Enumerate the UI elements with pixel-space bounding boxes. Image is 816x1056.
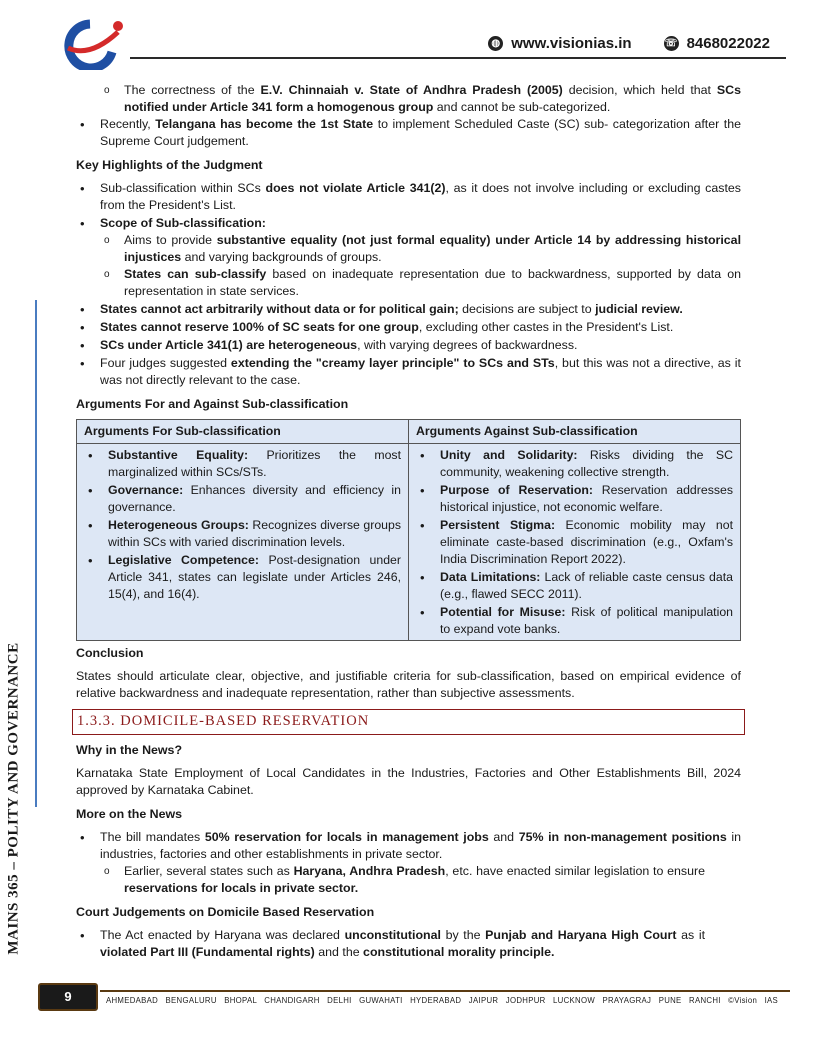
scope-sublist: [100, 232, 741, 300]
list-item: • The Act enacted by Haryana was declared unconstitutional by the Punjab and Haryana High Court as it violated Part III (Fundamental rights) and the constitutional morality principle.: [76, 927, 741, 961]
arguments-table: [76, 419, 741, 641]
sidebar: [5, 300, 38, 955]
list-item: • The bill mandates 50% reservation for locals in management jobs and 75% in non-management positions in industries, factories and other establishments in private sector. o Earlier, several states such as Haryana, Andhra Pradesh, etc. have enacted similar legislation to ensure reservations for locals in private sector.: [76, 829, 741, 897]
why-text: Karnataka State Employment of Local Candidates in the Industries, Factories and Other Establishments Bill, 2024 approved by Karnataka Cabinet.: [76, 766, 741, 797]
globe-icon: ◍: [488, 36, 503, 51]
phone-icon: ☏: [664, 38, 678, 49]
main-content: [76, 82, 741, 962]
sidebar-title: MAINS 365 – POLITY AND GOVERNANCE: [5, 642, 22, 955]
list-item: • SCs under Article 341(1) are heterogeneous, with varying degrees of backwardness.: [76, 337, 741, 354]
footer-cities: AHMEDABAD BENGALURU BHOPAL CHANDIGARH DELHI GUWAHATI HYDERABAD JAIPUR JODHPUR LUCKNOW PRAYAGRAJ PUNE RANCHI ©Vision IAS: [106, 996, 779, 1005]
sidebar-rule: [35, 300, 37, 807]
list-item: o States can sub-classify based on inadequate representation due to backwardness, supported by data on representation in state services.: [100, 266, 741, 300]
phone-number: 8468022022: [686, 35, 770, 52]
court-heading: Court Judgements on Domicile Based Reservation: [76, 905, 375, 919]
list-item: • Unity and Solidarity: Risks dividing the SC community, weakening collective strength.: [416, 447, 733, 481]
list-item: • Four judges suggested extending the "creamy layer principle" to SCs and STs, but this was not a directive, as it was not directly relevant to the case.: [76, 355, 741, 389]
more-heading: More on the News: [76, 807, 183, 821]
list-item: • Legislative Competence: Post-designation under Article 341, states can legislate under Articles 246, 15(4), and 16(4).: [84, 552, 401, 603]
contact-info: [488, 35, 770, 52]
list-item: o Aims to provide substantive equality (not just formal equality) under Article 14 by addressing historical injustices and varying backgrounds of groups.: [100, 232, 741, 266]
website-link[interactable]: www.visionias.in: [511, 35, 632, 52]
list-item: o Earlier, several states such as Haryana, Andhra Pradesh, etc. have enacted similar legislation to ensure reservations for locals in private sector.: [100, 863, 741, 897]
table-cell-against: [409, 444, 741, 641]
table-cell-for: [77, 444, 409, 641]
conclusion-heading: Conclusion: [76, 646, 144, 660]
list-item: • States cannot act arbitrarily without data or for political gain; decisions are subject to judicial review.: [76, 301, 741, 318]
list-item: • Data Limitations: Lack of reliable caste census data (e.g., flawed SECC 2011).: [416, 569, 733, 603]
page-footer: [38, 983, 798, 1011]
list-item: • Recently, Telangana has become the 1st State to implement Scheduled Caste (SC) sub- categorization after the Supreme Court judgement.: [76, 116, 741, 150]
section-title: 1.3.3. DOMICILE-BASED RESERVATION: [77, 713, 370, 729]
section-title-bar: [72, 709, 745, 735]
table-header-for: Arguments For Sub-classification: [77, 420, 409, 444]
footer-rule: [100, 990, 790, 992]
list-item: • Heterogeneous Groups: Recognizes diverse groups within SCs with varied discrimination levels.: [84, 517, 401, 551]
vision-ias-logo-icon: [60, 18, 126, 70]
list-item: • Sub-classification within SCs does not violate Article 341(2), as it does not involve including or excluding castes from the President's List.: [76, 180, 741, 214]
list-item: • Persistent Stigma: Economic mobility may not eliminate caste-based discrimination (e.g., Oxfam's India Discrimination Report 2022).: [416, 517, 733, 568]
arguments-heading: Arguments For and Against Sub-classification: [76, 397, 349, 411]
list-item: o The correctness of the E.V. Chinnaiah v. State of Andhra Pradesh (2005) decision, which held that SCs notified under Article 341 form a homogenous group and cannot be sub-categorized.: [76, 82, 741, 116]
more-list: [76, 829, 741, 897]
list-item: • Scope of Sub-classification: o Aims to provide substantive equality (not just formal equality) under Article 14 by addressing historical injustices and varying backgrounds of groups. o States can sub-classify based on inadequate representation due to backwardness, supported by data on representation in state services.: [76, 215, 741, 300]
highlights-heading: Key Highlights of the Judgment: [76, 158, 263, 172]
list-item: • Substantive Equality: Prioritizes the most marginalized within SCs/STs.: [84, 447, 401, 481]
highlights-list: [76, 180, 741, 389]
list-item: • Governance: Enhances diversity and efficiency in governance.: [84, 482, 401, 516]
table-header-against: Arguments Against Sub-classification: [409, 420, 741, 444]
intro-sublist: [76, 82, 741, 116]
court-list: [76, 927, 741, 961]
more-sublist: [100, 863, 741, 897]
list-item: • States cannot reserve 100% of SC seats for one group, excluding other castes in the President's List.: [76, 319, 741, 336]
page-number: 9: [38, 983, 98, 1011]
list-item: • Purpose of Reservation: Reservation addresses historical injustice, not economic welfare.: [416, 482, 733, 516]
header-rule: [130, 57, 786, 59]
intro-list: [76, 116, 741, 150]
why-heading: Why in the News?: [76, 743, 183, 757]
list-item: • Potential for Misuse: Risk of political manipulation to expand vote banks.: [416, 604, 733, 638]
conclusion-text: States should articulate clear, objective, and justifiable criteria for sub-classification, based on empirical evidence of relative backwardness and inadequate representation, rather than subjective assessments.: [76, 669, 741, 700]
page-header: [0, 0, 816, 70]
